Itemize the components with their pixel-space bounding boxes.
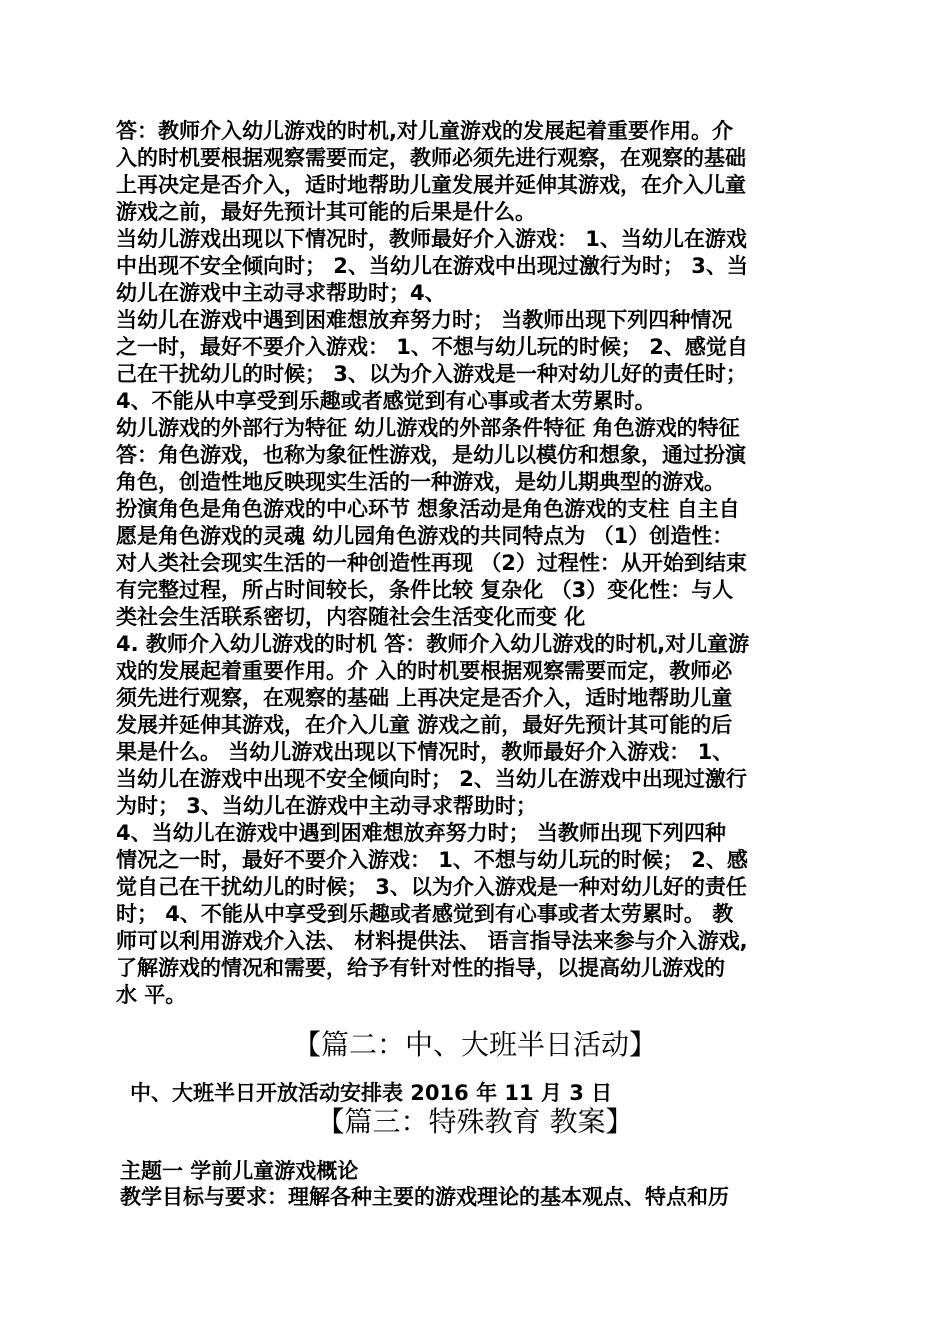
body-line: 4、当幼儿在游戏中遇到困难想放弃努力时； 当教师出现下列四种 — [116, 821, 726, 845]
body-line: 为时； 3、当幼儿在游戏中主动寻求帮助时； — [116, 794, 537, 818]
body-line: 己在干扰幼儿的时候； 3、以为介入游戏是一种对幼儿好的责任时； — [116, 362, 747, 386]
body-line: 游戏之前，最好先预计其可能的后果是什么。 — [116, 200, 536, 224]
body-line: 须先进行观察，在观察的基础 上再决定是否介入，适时地帮助儿童 — [116, 686, 733, 710]
body-line: 对人类社会现实生活的一种创造性再现 （2）过程性：从开始到结束 — [116, 551, 747, 575]
body-line: 答：教师介入幼儿游戏的时机,对儿童游戏的发展起着重要作用。介 — [116, 119, 733, 143]
body-line: 之一时，最好不要介入游戏： 1、不想与幼儿玩的时候； 2、感觉自 — [116, 335, 748, 359]
section-two-heading: 【篇二：中、大班半日活动】 — [292, 1028, 657, 1061]
section-three-heading: 【篇三：特殊教育 教案】 — [316, 1105, 634, 1138]
body-line: 4、不能从中享受到乐趣或者感觉到有心事或者太劳累时。 — [116, 389, 656, 413]
body-line: 水 平。 — [116, 983, 187, 1007]
body-line: 戏的发展起着重要作用。介 入的时机要根据观察需要而定，教师必 — [116, 659, 733, 683]
body-line: 当幼儿在游戏中遇到困难想放弃努力时； 当教师出现下列四种情况 — [116, 308, 733, 332]
body-line: 角色，创造性地反映现实生活的一种游戏，是幼儿期典型的游戏。 — [116, 470, 725, 494]
body-line: 了解游戏的情况和需要，给予有针对性的指导，以提高幼儿游戏的 — [116, 956, 725, 980]
body-line: 时； 4、不能从中享受到乐趣或者感觉到有心事或者太劳累时。 教 — [116, 902, 734, 926]
section-three-theme: 主题一 学前儿童游戏概论 — [120, 1159, 359, 1183]
body-line: 类社会生活联系密切，内容随社会生活变化而变 化 — [116, 605, 586, 629]
body-line: 上再决定是否介入，适时地帮助儿童发展并延伸其游戏，在介入儿童 — [116, 173, 746, 197]
body-line: 扮演角色是角色游戏的中心环节 想象活动是角色游戏的支柱 自主自 — [116, 497, 740, 521]
body-line: 答：角色游戏，也称为象征性游戏，是幼儿以模仿和想象，通过扮演 — [116, 443, 746, 467]
body-line: 当幼儿游戏出现以下情况时，教师最好介入游戏： 1、当幼儿在游戏 — [116, 227, 747, 251]
body-line: 当幼儿在游戏中出现不安全倾向时； 2、当幼儿在游戏中出现过激行 — [116, 767, 747, 791]
body-line: 愿是角色游戏的灵魂 幼儿园角色游戏的共同特点为 （1）创造性： — [116, 524, 734, 548]
body-line: 发展并延伸其游戏，在介入儿童 游戏之前，最好先预计其可能的后 — [116, 713, 733, 737]
body-line: 师可以利用游戏介入法、 材料提供法、 语言指导法来参与介入游戏, — [116, 929, 748, 953]
body-line: 情况之一时，最好不要介入游戏： 1、不想与幼儿玩的时候； 2、感 — [116, 848, 748, 872]
body-line: 入的时机要根据观察需要而定，教师必须先进行观察，在观察的基础 — [116, 146, 746, 170]
body-line: 果是什么。 当幼儿游戏出现以下情况时，教师最好介入游戏： 1、 — [116, 740, 734, 764]
body-line: 中出现不安全倾向时； 2、当幼儿在游戏中出现过激行为时； 3、当 — [116, 254, 748, 278]
body-line: 幼儿在游戏中主动寻求帮助时；4、 — [116, 281, 446, 305]
body-line: 觉自己在干扰幼儿的时候； 3、以为介入游戏是一种对幼儿好的责任 — [116, 875, 747, 899]
body-line: 幼儿游戏的外部行为特征 幼儿游戏的外部条件特征 角色游戏的特征 — [116, 416, 740, 440]
body-line: 4. 教师介入幼儿游戏的时机 答：教师介入幼儿游戏的时机,对儿童游 — [116, 632, 750, 656]
section-three-objective: 教学目标与要求：理解各种主要的游戏理论的基本观点、特点和历 — [120, 1185, 729, 1209]
body-line: 有完整过程，所占时间较长，条件比较 复杂化 （3）变化性：与人 — [116, 578, 734, 602]
section-two-subtitle: 中、大班半日开放活动安排表 2016 年 11 月 3 日 — [130, 1081, 613, 1105]
